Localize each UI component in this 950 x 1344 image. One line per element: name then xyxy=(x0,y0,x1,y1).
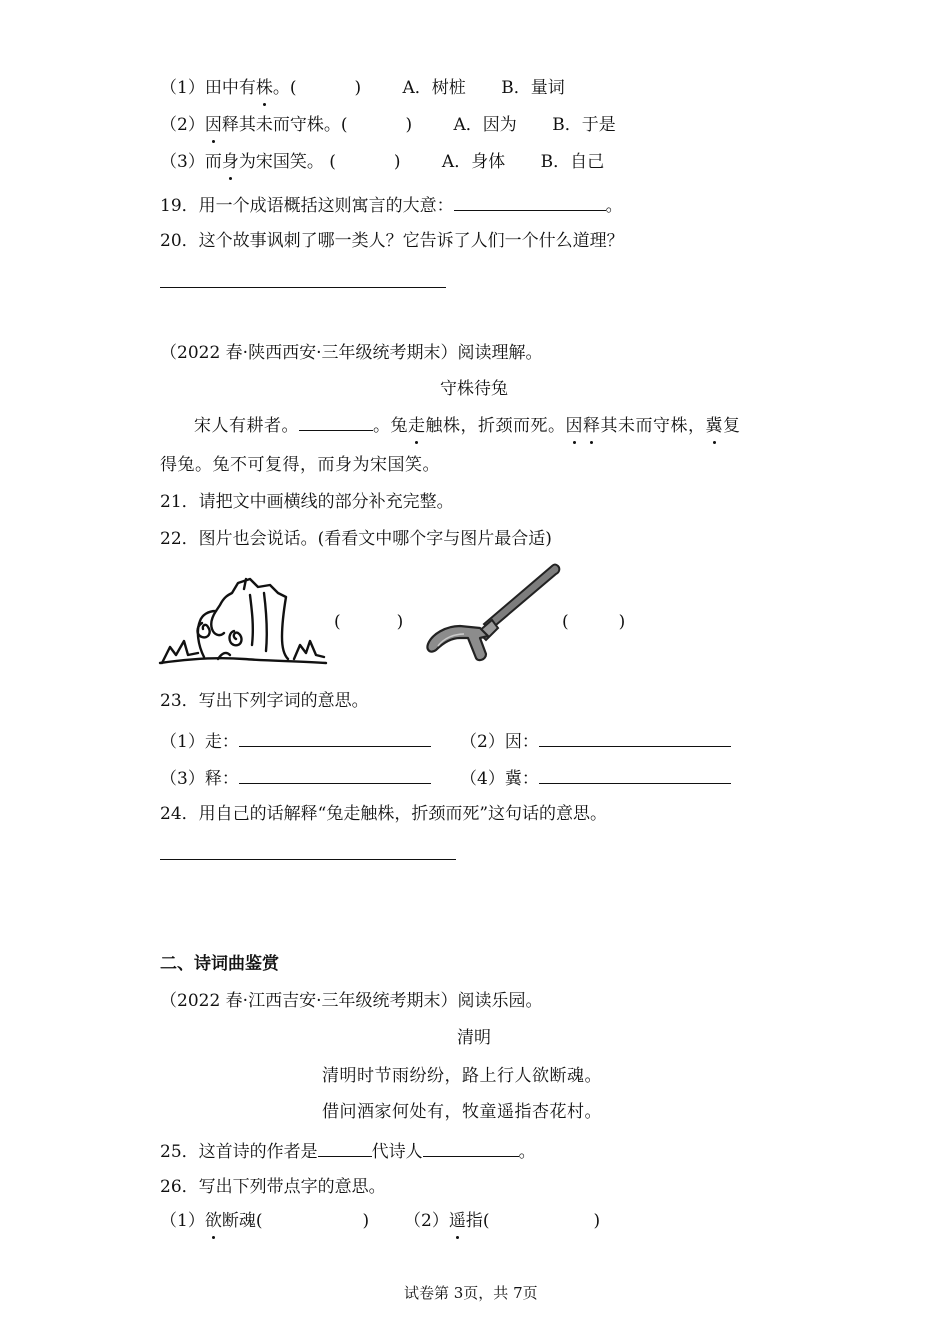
dotted-char: 欲 xyxy=(204,1211,222,1231)
answer-line[interactable] xyxy=(160,859,456,860)
question-25-text: 25．这首诗的作者是 xyxy=(160,1142,318,1162)
q18-item-1-pre: （1）田中有 xyxy=(160,78,256,98)
passage-text: 宋人有耕者。 xyxy=(194,416,299,436)
question-20: 20．这个故事讽刺了哪一类人？它告诉了人们一个什么道理？ xyxy=(160,231,624,251)
q23-item-3-label: （3）释： xyxy=(160,769,239,789)
dotted-char: 身 xyxy=(221,152,239,172)
q18-item-3 xyxy=(160,151,604,173)
answer-blank[interactable] xyxy=(239,729,431,747)
q18-item-3-option-b: B．自己 xyxy=(540,152,605,172)
q23-item-1-label: （1）走： xyxy=(160,732,239,752)
q18-item-1-option-a: A．树桩 xyxy=(402,78,466,98)
reading-source: （2022 春·陕西西安·三年级统考期末）阅读理解。 xyxy=(160,343,543,363)
q18-item-2-post: 释其未而守株。( xyxy=(221,115,348,135)
paren-open: ( xyxy=(334,612,341,632)
passage-text: 复 xyxy=(723,416,741,436)
passage-text: 。兔 xyxy=(373,416,408,436)
question-24: 24．用自己的话解释“兔走触株，折颈而死”这句话的意思。 xyxy=(160,804,608,824)
paren-open: ( xyxy=(562,612,569,632)
passage-line-1 xyxy=(194,413,741,437)
q23-item-4-label: （4）冀： xyxy=(460,769,539,789)
poem-line-1: 清明时节雨纷纷，路上行人欲断魂。 xyxy=(322,1066,602,1086)
q26-item-1-pre: （1） xyxy=(160,1211,205,1231)
question-25 xyxy=(160,1139,536,1163)
question-25-text: 代诗人 xyxy=(371,1142,423,1162)
q18-item-3-pre: （3）而 xyxy=(160,152,222,172)
answer-blank[interactable] xyxy=(239,766,431,784)
passage-title: 守株待兔 xyxy=(440,379,508,399)
page-footer: 试卷第 3页，共 7页 xyxy=(404,1284,538,1302)
paren-close: ) xyxy=(396,612,404,632)
answer-blank[interactable] xyxy=(539,729,731,747)
q26-item-1-post: 断魂( xyxy=(221,1211,263,1231)
question-23: 23．写出下列字词的意思。 xyxy=(160,691,369,711)
q18-item-2-close: ) xyxy=(405,115,413,135)
poem-title: 清明 xyxy=(457,1028,491,1048)
q26-item-1 xyxy=(160,1210,369,1232)
dotted-char: 因 xyxy=(565,416,583,436)
stump-answer-paren[interactable] xyxy=(334,611,403,633)
passage-blank[interactable] xyxy=(299,413,373,431)
q26-item-1-close: ) xyxy=(362,1211,370,1231)
q18-item-1-close: ) xyxy=(354,78,362,98)
q23-item-3 xyxy=(160,766,431,790)
question-19-end: 。 xyxy=(605,196,623,216)
passage-line-2: 得兔。兔不可复得，而身为宋国笑。 xyxy=(160,455,440,475)
q26-item-2-pre: （2） xyxy=(404,1211,449,1231)
dynasty-blank[interactable] xyxy=(318,1139,372,1157)
poem-line-2: 借问酒家何处有，牧童遥指杏花村。 xyxy=(322,1102,602,1122)
answer-blank[interactable] xyxy=(454,193,606,211)
q23-item-4 xyxy=(460,766,731,790)
q26-item-2-close: ) xyxy=(593,1211,601,1231)
dotted-char: 冀 xyxy=(705,416,723,436)
q23-item-1 xyxy=(160,729,431,753)
q26-item-2-post: 指( xyxy=(465,1211,490,1231)
answer-line[interactable] xyxy=(160,287,446,288)
question-21: 21．请把文中画横线的部分补充完整。 xyxy=(160,492,454,512)
dotted-char: 走 xyxy=(408,416,426,436)
dotted-char: 因 xyxy=(204,115,222,135)
question-22: 22．图片也会说话。(看看文中哪个字与图片最合适) xyxy=(160,529,552,549)
farm-tool-image xyxy=(424,562,566,662)
q18-item-2-pre: （2） xyxy=(160,115,205,135)
passage-text: 触株，折颈而死。 xyxy=(425,416,566,436)
dotted-char: 遥 xyxy=(448,1211,466,1231)
paren-close: ) xyxy=(618,612,626,632)
poet-blank[interactable] xyxy=(423,1139,519,1157)
q18-item-2-option-a: A．因为 xyxy=(453,115,517,135)
section-2-heading: 二、诗词曲鉴赏 xyxy=(160,954,279,974)
question-26: 26．写出下列带点字的意思。 xyxy=(160,1177,386,1197)
q18-item-1-option-b: B．量词 xyxy=(501,78,565,98)
q23-item-2-label: （2）因： xyxy=(460,732,539,752)
tool-answer-paren[interactable] xyxy=(562,611,625,633)
q26-item-2 xyxy=(404,1210,600,1232)
section-2-source: （2022 春·江西吉安·三年级统考期末）阅读乐园。 xyxy=(160,991,543,1011)
q18-item-1 xyxy=(160,77,565,99)
tree-stump-image xyxy=(158,575,330,667)
q18-item-3-post: 为宋国笑。 ( xyxy=(238,152,336,172)
dotted-char: 株 xyxy=(255,78,273,98)
q18-item-1-post: 。( xyxy=(272,78,297,98)
answer-blank[interactable] xyxy=(539,766,731,784)
passage-text: 其未而守株， xyxy=(600,416,706,436)
question-19-text: 19．用一个成语概括这则寓言的大意： xyxy=(160,196,454,216)
q18-item-3-close: ) xyxy=(393,152,401,172)
dotted-char: 释 xyxy=(583,416,601,436)
q18-item-2 xyxy=(160,114,616,136)
q18-item-2-option-b: B．于是 xyxy=(552,115,616,135)
question-19 xyxy=(160,193,623,217)
q18-item-3-option-a: A．身体 xyxy=(441,152,506,172)
question-25-end: 。 xyxy=(518,1142,536,1162)
q23-item-2 xyxy=(460,729,731,753)
